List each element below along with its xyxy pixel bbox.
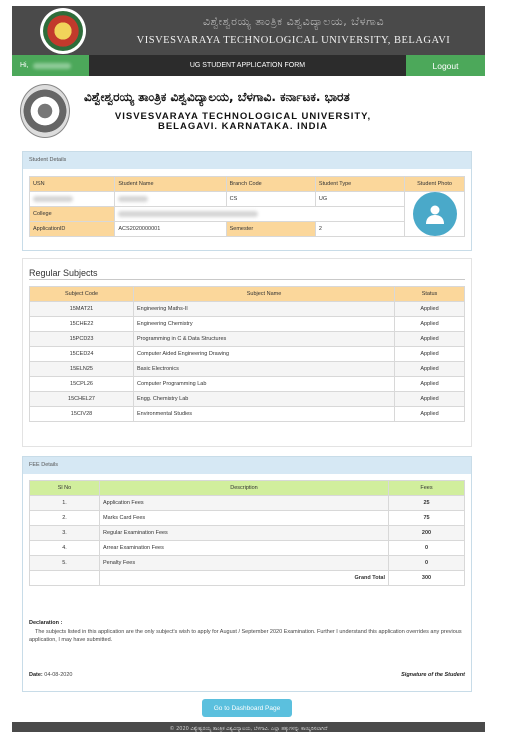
grand-total-row bbox=[30, 571, 465, 586]
fee-sl-no: 4. bbox=[30, 541, 100, 556]
user-name-redacted bbox=[33, 63, 71, 69]
fee-amount: 75 bbox=[389, 511, 465, 526]
panel-title: Student Details bbox=[23, 152, 471, 169]
banner-kannada-title: ವಿಶ್ವೇಶ್ವರಯ್ಯ ತಾಂತ್ರಿಕ ವಿಶ್ವವಿದ್ಯಾಲಯ, ಬೆಳಗಾವಿ bbox=[202, 15, 385, 28]
semester-label: Semester bbox=[226, 222, 315, 237]
fee-amount: 0 bbox=[389, 541, 465, 556]
col-status: Status bbox=[395, 287, 465, 302]
col-fees: Fees bbox=[389, 481, 465, 496]
subject-name: Engg. Chemistry Lab bbox=[134, 392, 395, 407]
site-banner bbox=[12, 6, 485, 55]
panel-title: FEE Details bbox=[23, 457, 471, 474]
fee-row bbox=[30, 496, 465, 511]
university-location: BELAGAVI. KARNATAKA. INDIA bbox=[157, 121, 329, 132]
subject-row bbox=[30, 332, 465, 347]
subject-name: Basic Electronics bbox=[134, 362, 395, 377]
subject-status: Applied bbox=[395, 392, 465, 407]
usn-value-redacted bbox=[30, 192, 115, 207]
subject-row bbox=[30, 302, 465, 317]
subject-row bbox=[30, 362, 465, 377]
fee-amount: 0 bbox=[389, 556, 465, 571]
college-label: College bbox=[30, 207, 115, 222]
subject-status: Applied bbox=[395, 407, 465, 422]
col-student-photo: Student Photo bbox=[405, 177, 465, 192]
grand-total-value: 300 bbox=[389, 571, 465, 586]
fee-description: Arrear Examination Fees bbox=[100, 541, 389, 556]
subject-name: Programming in C & Data Structures bbox=[134, 332, 395, 347]
greeting-label: Hi, bbox=[20, 62, 29, 69]
subject-status: Applied bbox=[395, 332, 465, 347]
col-student-name: Student Name bbox=[115, 177, 226, 192]
college-value-redacted bbox=[115, 207, 405, 222]
fee-row bbox=[30, 556, 465, 571]
subjects-table bbox=[29, 286, 465, 422]
signature-label: Signature of the Student bbox=[401, 672, 465, 678]
university-header bbox=[12, 76, 485, 146]
user-avatar-icon bbox=[413, 192, 457, 236]
declaration-date bbox=[29, 672, 72, 678]
application-id-label: ApplicationID bbox=[30, 222, 115, 237]
logout-button[interactable]: Logout bbox=[406, 55, 485, 76]
subject-name: Engineering Chemistry bbox=[134, 317, 395, 332]
student-type-value: UG bbox=[315, 192, 404, 207]
form-title: UG STUDENT APPLICATION FORM bbox=[89, 55, 406, 76]
fee-description: Marks Card Fees bbox=[100, 511, 389, 526]
subject-row bbox=[30, 377, 465, 392]
student-details-table bbox=[29, 176, 465, 237]
subject-status: Applied bbox=[395, 317, 465, 332]
col-student-type: Student Type bbox=[315, 177, 404, 192]
subject-status: Applied bbox=[395, 362, 465, 377]
student-details-panel bbox=[22, 151, 472, 251]
site-footer: © 2020 ವಿಶ್ವೇಶ್ವರಯ್ಯ ತಾಂತ್ರಿಕ ವಿಶ್ವವಿದ್ಯಾಲಯ, ಬೆಳಗಾವಿ. ಎಲ್ಲಾ ಹಕ್ಕುಗಳನ್ನು ಕಾಯ್ದಿರಿಸಲಾಗಿದೆ bbox=[12, 722, 485, 732]
go-to-dashboard-button[interactable]: Go to Dashboard Page bbox=[202, 699, 292, 717]
subject-code: 15PCD23 bbox=[30, 332, 134, 347]
subject-row bbox=[30, 317, 465, 332]
university-logo bbox=[40, 8, 86, 54]
col-sl-no: Sl No bbox=[30, 481, 100, 496]
subject-code: 15ELN25 bbox=[30, 362, 134, 377]
subject-code: 15MAT21 bbox=[30, 302, 134, 317]
top-navbar bbox=[12, 55, 485, 76]
date-label: Date: bbox=[29, 672, 43, 678]
fee-description: Application Fees bbox=[100, 496, 389, 511]
col-subject-name: Subject Name bbox=[134, 287, 395, 302]
empty-cell bbox=[30, 571, 100, 586]
fee-sl-no: 2. bbox=[30, 511, 100, 526]
subject-code: 15CHE22 bbox=[30, 317, 134, 332]
subject-code: 15CPL26 bbox=[30, 377, 134, 392]
subject-status: Applied bbox=[395, 347, 465, 362]
col-description: Description bbox=[100, 481, 389, 496]
banner-english-title: VISVESVARAYA TECHNOLOGICAL UNIVERSITY, BELAGAVI bbox=[136, 35, 451, 46]
fee-amount: 25 bbox=[389, 496, 465, 511]
subject-code: 15CED24 bbox=[30, 347, 134, 362]
subject-status: Applied bbox=[395, 302, 465, 317]
branch-code-value: CS bbox=[226, 192, 315, 207]
application-id-value: ACS2020000001 bbox=[115, 222, 226, 237]
regular-subjects-panel bbox=[22, 258, 472, 447]
student-name-value-redacted bbox=[115, 192, 226, 207]
fee-row bbox=[30, 541, 465, 556]
subject-name: Engineering Maths-II bbox=[134, 302, 395, 317]
greeting bbox=[12, 55, 89, 76]
university-kannada-name: ವಿಶ್ವೇಶ್ವರಯ್ಯ ತಾಂತ್ರಿಕ ವಿಶ್ವವಿದ್ಯಾಲಯ, ಬೆಳಗಾವಿ. ಕರ್ನಾಟಕ. ಭಾರತ bbox=[84, 90, 350, 104]
fee-row bbox=[30, 511, 465, 526]
fee-description: Penalty Fees bbox=[100, 556, 389, 571]
subject-code: 15CIV28 bbox=[30, 407, 134, 422]
subject-row bbox=[30, 347, 465, 362]
fee-sl-no: 3. bbox=[30, 526, 100, 541]
fees-table bbox=[29, 480, 465, 586]
semester-value: 2 bbox=[315, 222, 404, 237]
fee-row bbox=[30, 526, 465, 541]
declaration-text: The subjects listed in this application are the only subject's wish to apply for August / September 2020 Examination. Further I understand this application overrides any previous application, I may have submitted. bbox=[29, 629, 462, 643]
application-form-page bbox=[12, 6, 485, 732]
subject-name: Computer Programming Lab bbox=[134, 377, 395, 392]
subject-code: 15CHEL27 bbox=[30, 392, 134, 407]
university-english-name: VISVESVARAYA TECHNOLOGICAL UNIVERSITY, bbox=[114, 111, 372, 122]
fee-sl-no: 5. bbox=[30, 556, 100, 571]
col-usn: USN bbox=[30, 177, 115, 192]
col-branch-code: Branch Code bbox=[226, 177, 315, 192]
date-value: 04-08-2020 bbox=[44, 672, 73, 678]
declaration-heading: Declaration : bbox=[29, 620, 63, 626]
student-photo-cell bbox=[405, 192, 465, 237]
regular-subjects-title: Regular Subjects bbox=[29, 268, 98, 278]
subject-name: Environmental Studies bbox=[134, 407, 395, 422]
fee-description: Regular Examination Fees bbox=[100, 526, 389, 541]
fee-amount: 200 bbox=[389, 526, 465, 541]
fee-details-panel bbox=[22, 456, 472, 692]
subject-name: Computer Aided Engineering Drawing bbox=[134, 347, 395, 362]
university-seal bbox=[20, 84, 70, 138]
subject-row bbox=[30, 407, 465, 422]
fee-sl-no: 1. bbox=[30, 496, 100, 511]
divider bbox=[29, 279, 465, 280]
subject-row bbox=[30, 392, 465, 407]
grand-total-label: Grand Total bbox=[100, 571, 389, 586]
subject-status: Applied bbox=[395, 377, 465, 392]
col-subject-code: Subject Code bbox=[30, 287, 134, 302]
